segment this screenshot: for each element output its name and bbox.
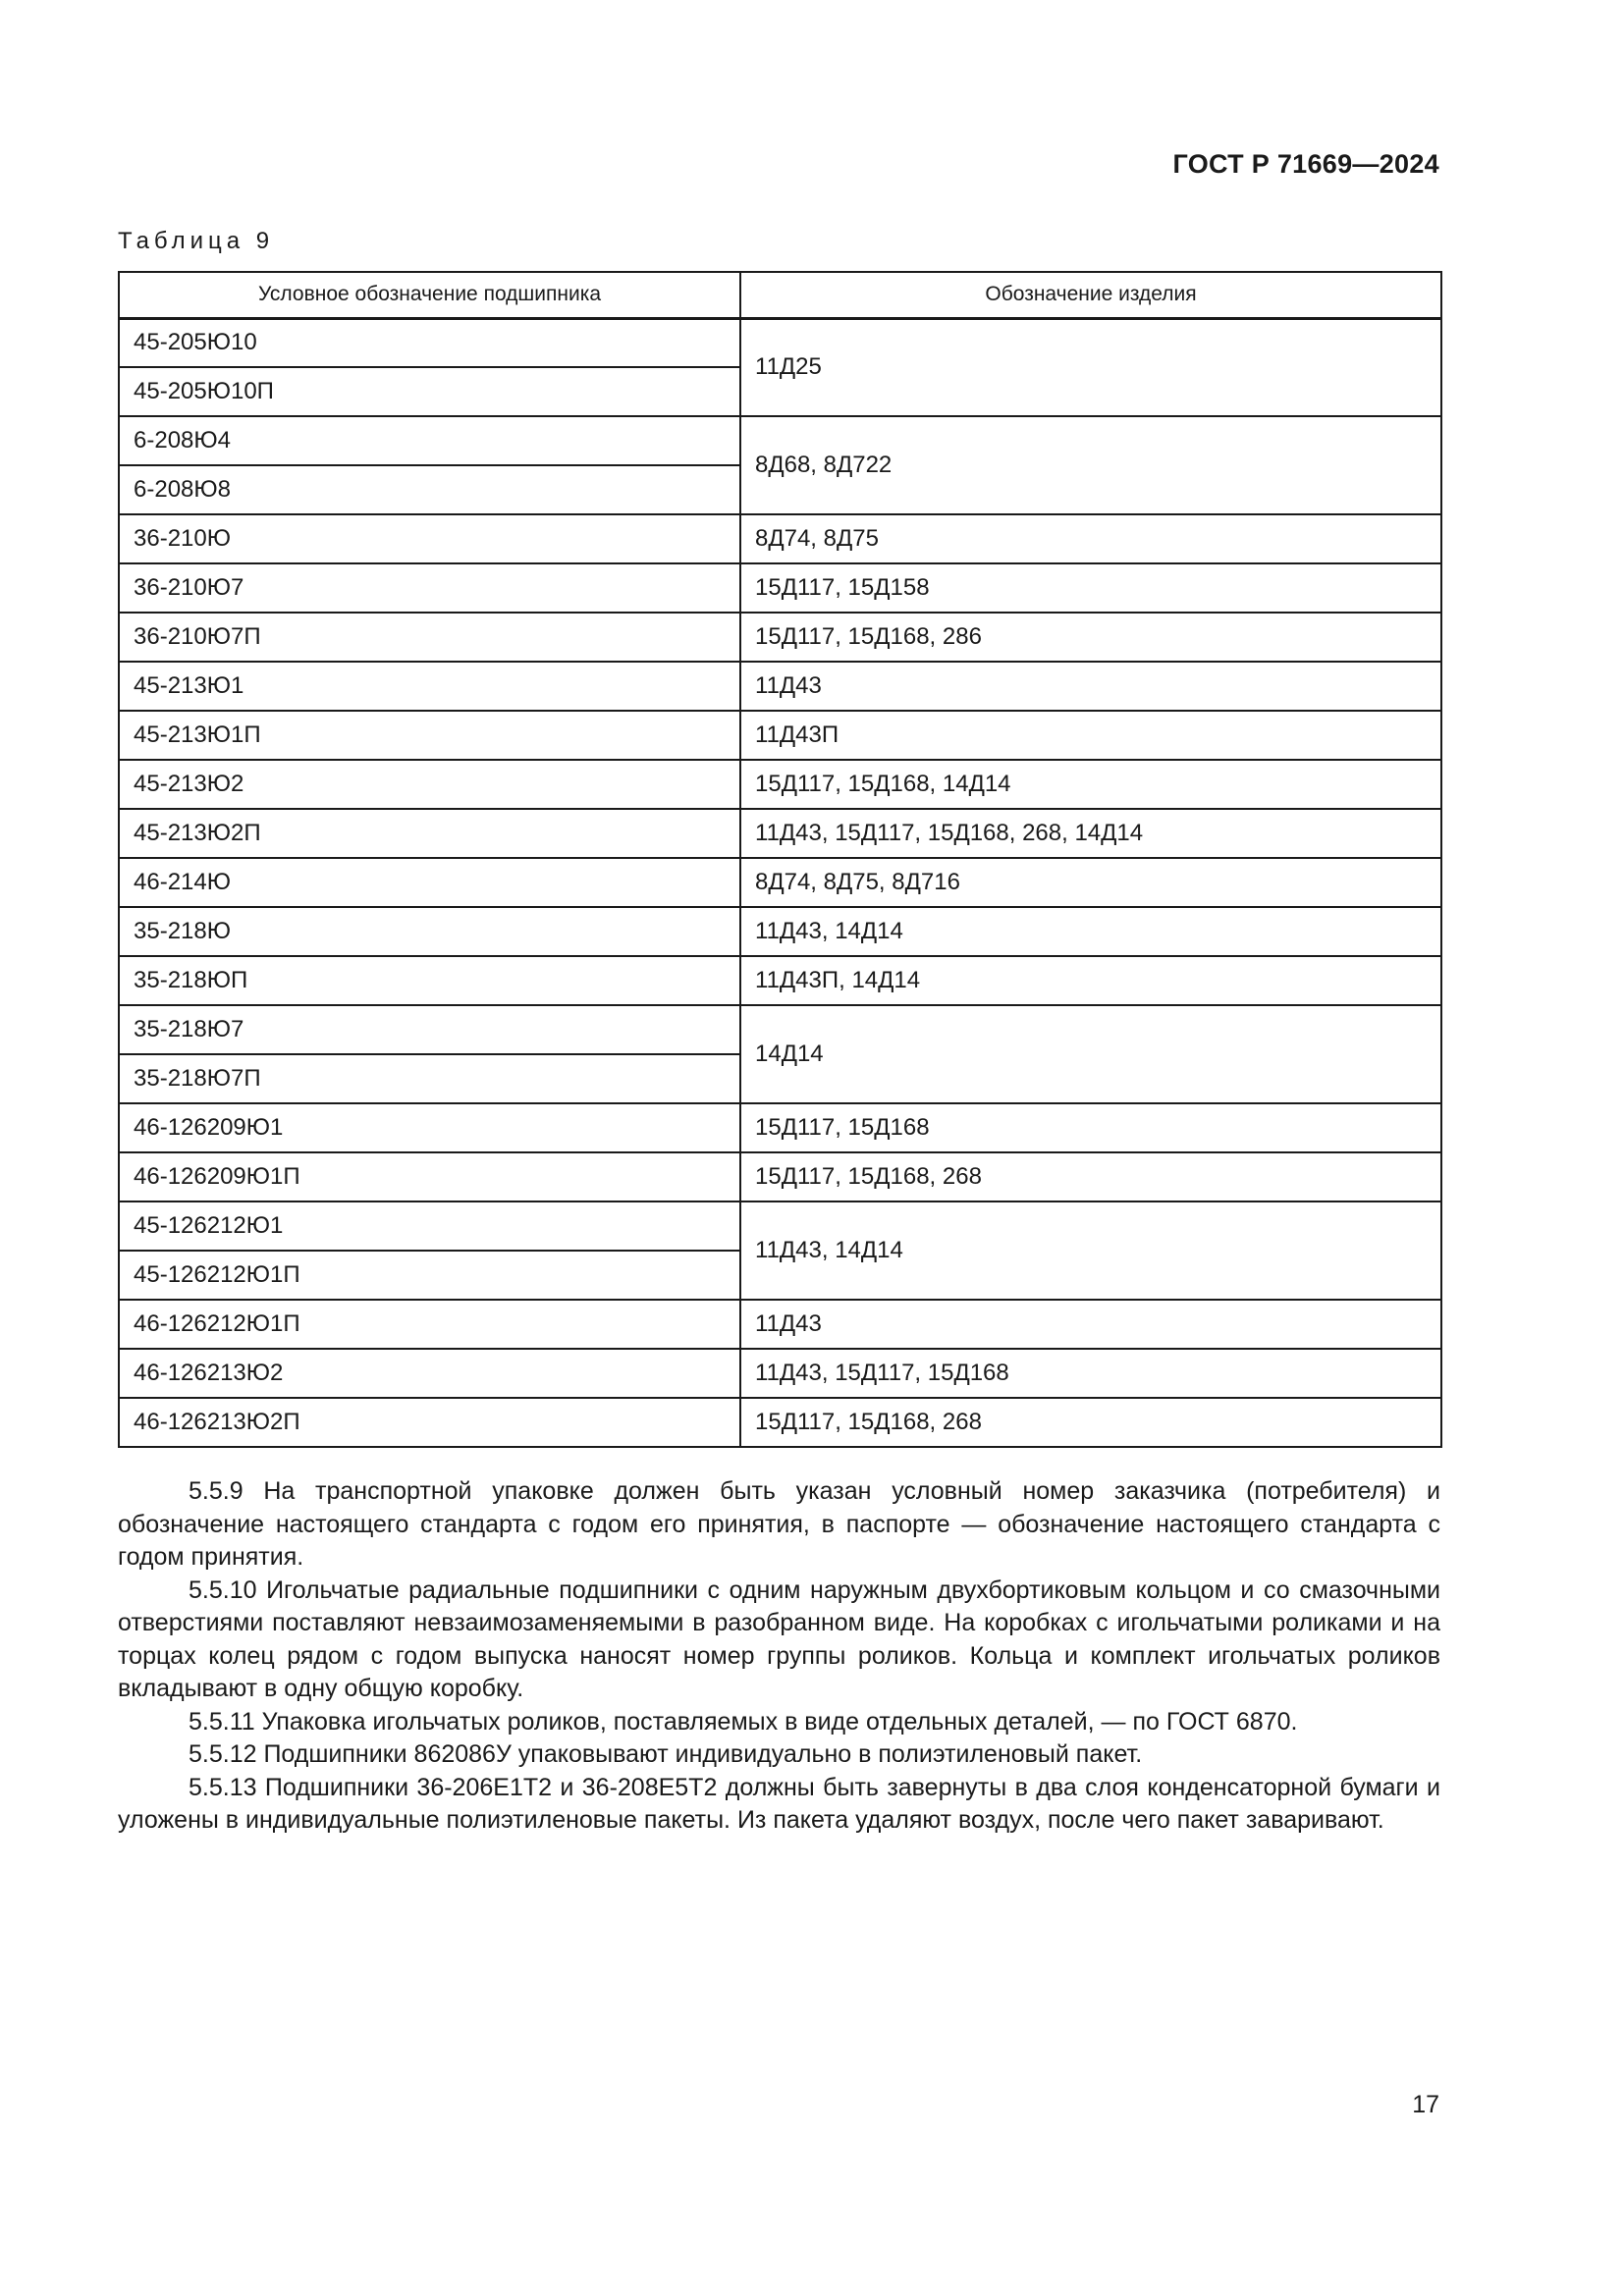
bearing-designation-cell: 46-126209Ю1П — [119, 1152, 740, 1201]
bearing-designation-cell: 36-210Ю7 — [119, 563, 740, 613]
bearing-designation-cell: 35-218Ю7П — [119, 1054, 740, 1103]
product-designation-cell: 11Д43 — [740, 1300, 1441, 1349]
table-body — [119, 318, 1441, 1447]
bearing-designation-cell: 45-213Ю1 — [119, 662, 740, 711]
product-designation-cell: 11Д43, 15Д117, 15Д168 — [740, 1349, 1441, 1398]
product-designation-cell: 11Д43, 14Д14 — [740, 907, 1441, 956]
product-designation-cell: 11Д43П — [740, 711, 1441, 760]
bearing-designation-cell: 35-218Ю — [119, 907, 740, 956]
table-row — [119, 1398, 1441, 1447]
product-designation-cell: 15Д117, 15Д168, 14Д14 — [740, 760, 1441, 809]
table-row — [119, 613, 1441, 662]
table-row — [119, 318, 1441, 367]
bearing-designation-cell: 46-214Ю — [119, 858, 740, 907]
table-row — [119, 1005, 1441, 1054]
table-row — [119, 1201, 1441, 1251]
bearing-designation-cell: 46-126213Ю2 — [119, 1349, 740, 1398]
product-designation-cell: 14Д14 — [740, 1005, 1441, 1103]
paragraph-5-5-13: 5.5.13 Подшипники 36-206Е1Т2 и 36-208Е5Т2 должны быть завернуты в два слоя конденсаторной бумаги и уложены в индивидуальные полиэтиленовые пакеты. Из пакета удаляют воздух, после чего пакет заваривают. — [118, 1773, 1440, 1834]
table-row — [119, 514, 1441, 563]
product-designation-cell: 11Д43, 14Д14 — [740, 1201, 1441, 1300]
bearing-designation-cell: 46-126212Ю1П — [119, 1300, 740, 1349]
bearing-designation-cell: 6-208Ю4 — [119, 416, 740, 465]
product-designation-cell: 15Д117, 15Д158 — [740, 563, 1441, 613]
bearing-designation-cell: 45-213Ю2 — [119, 760, 740, 809]
product-designation-cell: 11Д43 — [740, 662, 1441, 711]
column-header-product: Обозначение изделия — [740, 272, 1441, 318]
product-designation-cell: 15Д117, 15Д168 — [740, 1103, 1441, 1152]
page-number: 17 — [1412, 2091, 1439, 2118]
product-designation-cell: 11Д43, 15Д117, 15Д168, 268, 14Д14 — [740, 809, 1441, 858]
product-designation-cell: 8Д68, 8Д722 — [740, 416, 1441, 514]
paragraph-5-5-11: 5.5.11 Упаковка игольчатых роликов, поставляемых в виде отдельных деталей, — по ГОСТ 6870. — [189, 1707, 1298, 1735]
bearing-designation-cell: 45-213Ю1П — [119, 711, 740, 760]
product-designation-cell: 8Д74, 8Д75 — [740, 514, 1441, 563]
bearing-designation-cell: 45-213Ю2П — [119, 809, 740, 858]
column-header-bearing: Условное обозначение подшипника — [119, 272, 740, 318]
table-row — [119, 1103, 1441, 1152]
table-row — [119, 563, 1441, 613]
table-header-row — [119, 272, 1441, 318]
table-row — [119, 416, 1441, 465]
product-designation-cell: 15Д117, 15Д168, 268 — [740, 1152, 1441, 1201]
paragraph-5-5-12: 5.5.12 Подшипники 862086У упаковывают индивидуально в полиэтиленовый пакет. — [189, 1740, 1143, 1768]
bearing-designation-cell: 36-210Ю — [119, 514, 740, 563]
bearing-designation-cell: 36-210Ю7П — [119, 613, 740, 662]
bearing-table — [118, 271, 1442, 1448]
bearing-designation-cell: 45-126212Ю1 — [119, 1201, 740, 1251]
body-text — [118, 1475, 1440, 1838]
bearing-designation-cell: 45-205Ю10П — [119, 367, 740, 416]
table-row — [119, 809, 1441, 858]
table-caption: Таблица 9 — [118, 228, 275, 254]
paragraph-5-5-10: 5.5.10 Игольчатые радиальные подшипники с одним наружным двухбортиковым кольцом и со смазочными отверстиями поставляют невзаимозаменяемыми в разобранном виде. На коробках с игольчатыми роликами и на торцах колец рядом с годом выпуска наносят номер группы роликов. Кольца и комплект игольчатых роликов вкладывают в одну общую коробку. — [118, 1575, 1440, 1702]
bearing-designation-cell: 35-218ЮП — [119, 956, 740, 1005]
table-row — [119, 1152, 1441, 1201]
table-row — [119, 956, 1441, 1005]
table-row — [119, 662, 1441, 711]
bearing-designation-cell: 45-205Ю10 — [119, 318, 740, 367]
document-code-header: ГОСТ Р 71669—2024 — [1172, 149, 1439, 179]
table-row — [119, 907, 1441, 956]
product-designation-cell: 11Д25 — [740, 318, 1441, 416]
bearing-designation-cell: 35-218Ю7 — [119, 1005, 740, 1054]
product-designation-cell: 8Д74, 8Д75, 8Д716 — [740, 858, 1441, 907]
product-designation-cell: 15Д117, 15Д168, 268 — [740, 1398, 1441, 1447]
paragraph-5-5-9: 5.5.9 На транспортной упаковке должен быть указан условный номер заказчика (потребителя) и обозначение настоящего стандарта с годом его принятия, в паспорте — обозначение настоящего стандарта с годом принятия. — [118, 1477, 1440, 1571]
table-row — [119, 1300, 1441, 1349]
table-row — [119, 760, 1441, 809]
table-row — [119, 1349, 1441, 1398]
table-row — [119, 711, 1441, 760]
bearing-designation-cell: 45-126212Ю1П — [119, 1251, 740, 1300]
product-designation-cell: 11Д43П, 14Д14 — [740, 956, 1441, 1005]
product-designation-cell: 15Д117, 15Д168, 286 — [740, 613, 1441, 662]
bearing-designation-cell: 46-126209Ю1 — [119, 1103, 740, 1152]
bearing-designation-cell: 6-208Ю8 — [119, 465, 740, 514]
table-row — [119, 858, 1441, 907]
bearing-designation-cell: 46-126213Ю2П — [119, 1398, 740, 1447]
